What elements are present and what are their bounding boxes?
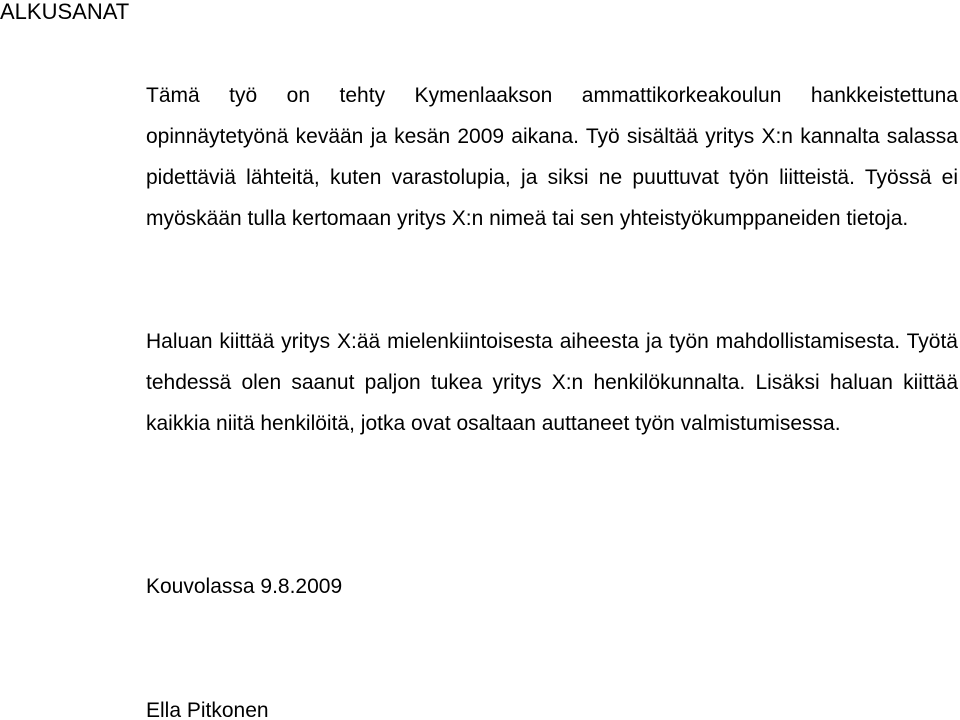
paragraph-thanks: Haluan kiittää yritys X:ää mielenkiintoisesta aiheesta ja työn mahdollistamisesta. Työtä tehdessä olen saanut paljon tukea yritys X:n henkilökunnalta. Lisäksi haluan kiittää kaikkia niitä henkilöitä, jotka ovat osaltaan auttaneet työn valmistumisessa. xyxy=(146,330,958,435)
page-title: ALKUSANAT xyxy=(0,0,130,24)
place-date: Kouvolassa 9.8.2009 xyxy=(146,575,343,598)
author-name: Ella Pitkonen xyxy=(146,699,269,720)
paragraph-intro: Tämä työ on tehty Kymenlaakson ammattikorkeakoulun hankkeistettuna opinnäytetyönä kevään ja kesän 2009 aikana. Työ sisältää yritys X:n kannalta salassa pidettäviä lähteitä, kuten varastolupia, ja siksi ne puuttuvat työn liitteistä. Työssä ei myöskään tulla kertomaan yritys X:n nimeä tai sen yhteistyökumppaneiden tietoja. xyxy=(146,84,958,230)
